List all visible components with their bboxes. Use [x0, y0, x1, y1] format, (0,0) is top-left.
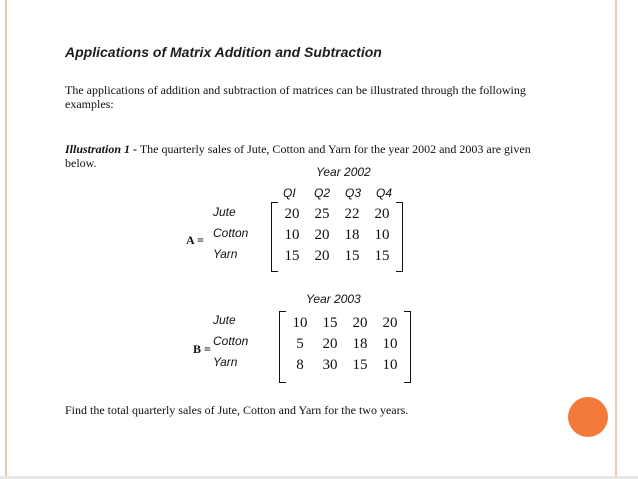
- matrix-b: [279, 311, 411, 383]
- matrix-cell: 15: [352, 357, 368, 373]
- matrix-cell: 15: [344, 248, 360, 264]
- quarter-header: Q3: [345, 186, 362, 200]
- matrix-cell: 15: [374, 248, 390, 264]
- matrix-b-row-labels: [213, 310, 248, 373]
- matrix-cell: 30: [322, 357, 338, 373]
- matrix-cell: 18: [352, 336, 368, 352]
- matrix-cell: 15: [322, 315, 338, 331]
- slide-title: Applications of Matrix Addition and Subtraction: [65, 44, 382, 60]
- row-label: Jute: [213, 313, 236, 327]
- right-bracket: [396, 202, 403, 272]
- matrix-cell: 20: [382, 315, 398, 331]
- matrix-cell: 10: [284, 227, 300, 243]
- matrix-cell: 10: [292, 315, 308, 331]
- matrix-cell: 10: [374, 227, 390, 243]
- matrix-b-year: Year 2003: [306, 292, 361, 306]
- intro-paragraph: The applications of addition and subtraction of matrices can be illustrated through the following examples:: [65, 83, 526, 111]
- slide-frame-left: [5, 0, 7, 479]
- decorative-circle: [568, 397, 608, 437]
- matrix-cell: 10: [382, 336, 398, 352]
- row-label: Yarn: [213, 355, 238, 369]
- row-label: Cotton: [213, 226, 249, 240]
- matrix-cell: 5: [296, 336, 304, 352]
- row-label: Jute: [213, 205, 236, 219]
- matrix-cell: 20: [374, 206, 390, 222]
- matrix-a: [271, 202, 403, 272]
- illustration-label: Illustration 1 -: [65, 142, 138, 156]
- matrix-a-year: Year 2002: [316, 165, 371, 179]
- question-text: Find the total quarterly sales of Jute, Cotton and Yarn for the two years.: [65, 403, 409, 417]
- quarter-header: Q2: [314, 186, 331, 200]
- matrix-cell: 20: [322, 336, 338, 352]
- matrix-cell: 20: [314, 227, 330, 243]
- matrix-a-name: A =: [186, 233, 204, 247]
- illustration-text: The quarterly sales of Jute, Cotton and Yarn for the year 2002 and 2003 are given below.: [65, 142, 531, 170]
- matrix-cell: 8: [296, 357, 304, 373]
- matrix-cell: 20: [284, 206, 300, 222]
- matrix-cell: 15: [284, 248, 300, 264]
- matrix-b-name: B =: [193, 342, 211, 356]
- illustration-paragraph: [65, 142, 545, 170]
- left-bracket: [271, 202, 278, 272]
- left-bracket: [279, 311, 286, 383]
- quarter-header: QI: [283, 186, 296, 200]
- matrix-cell: 20: [352, 315, 368, 331]
- row-label: Cotton: [213, 334, 249, 348]
- matrix-cell: 20: [314, 248, 330, 264]
- slide-frame-right: [615, 0, 617, 479]
- right-bracket: [404, 311, 411, 383]
- matrix-a-row-labels: [213, 202, 248, 265]
- matrix-cell: 18: [344, 227, 360, 243]
- matrix-cell: 10: [382, 357, 398, 373]
- quarter-headers: [283, 186, 407, 200]
- matrix-cell: 25: [314, 206, 330, 222]
- matrix-cell: 22: [344, 206, 360, 222]
- quarter-header: Q4: [376, 186, 393, 200]
- row-label: Yarn: [213, 247, 238, 261]
